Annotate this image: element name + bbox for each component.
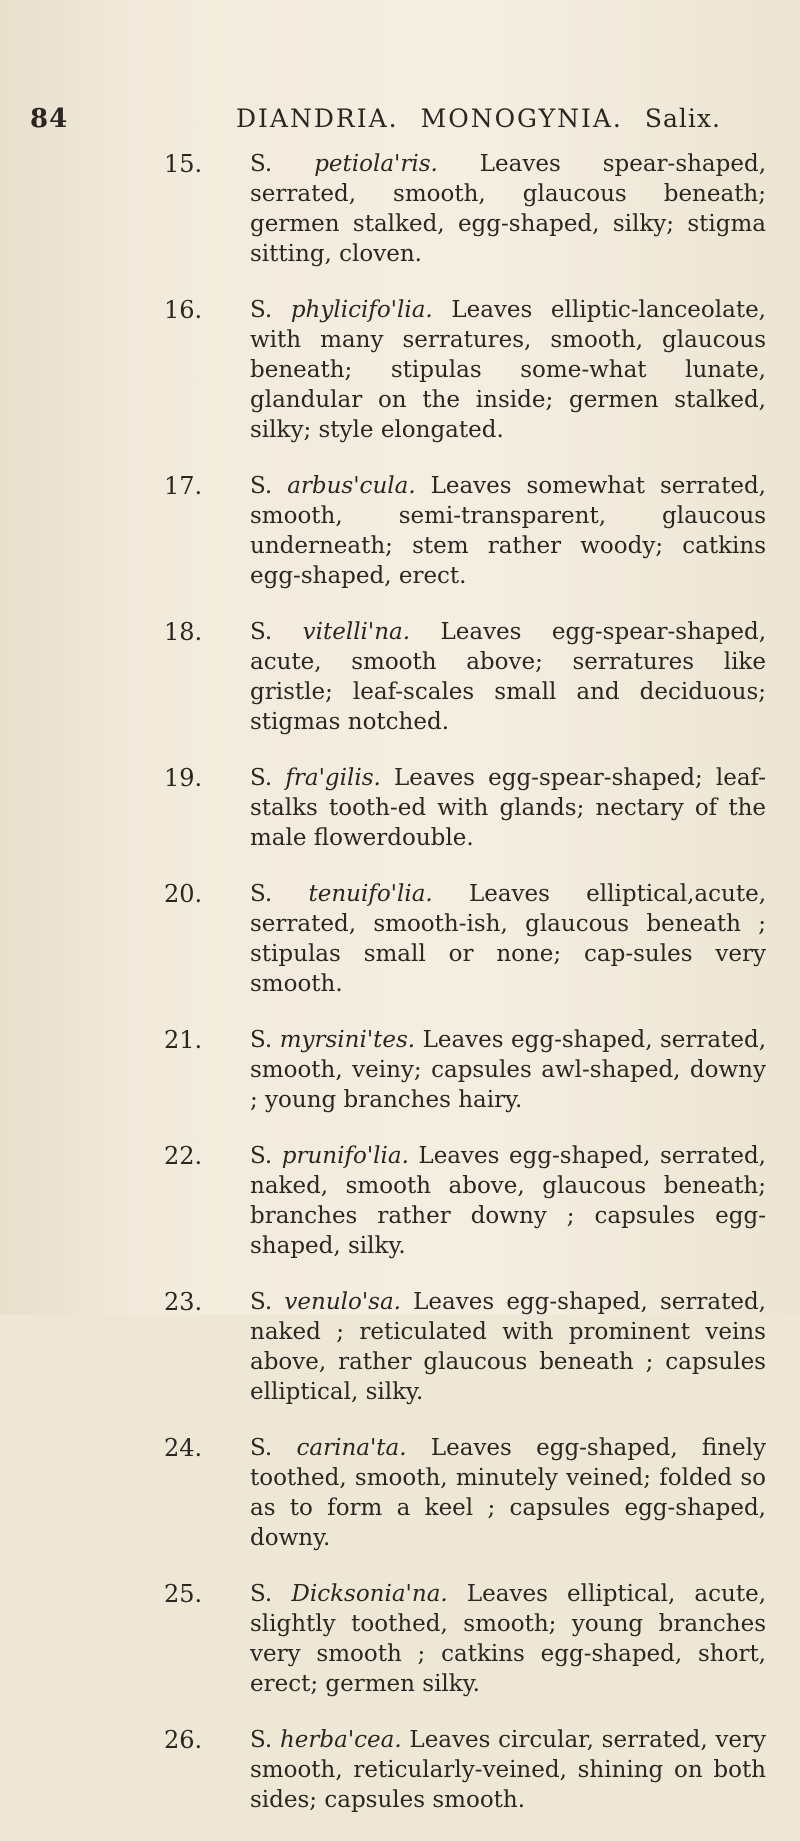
genus-abbrev: S. xyxy=(250,1727,280,1753)
running-head xyxy=(236,104,721,133)
entry-number: 22. xyxy=(164,1142,203,1170)
species-name: myrsini'tes. xyxy=(279,1027,416,1053)
genus-abbrev: S. xyxy=(250,619,303,645)
species-entry-20 xyxy=(0,879,800,999)
species-entry-21 xyxy=(0,1025,800,1115)
species-name: tenuifo'lia. xyxy=(308,881,433,907)
entry-number: 16. xyxy=(164,296,203,324)
genus-abbrev: S. xyxy=(250,881,309,907)
entry-number: 26. xyxy=(164,1726,203,1754)
species-entry-23 xyxy=(0,1287,800,1407)
order-name: MONOGYNIA. xyxy=(420,104,623,133)
entry-number: 21. xyxy=(164,1026,203,1054)
class-name: DIANDRIA. xyxy=(236,104,399,133)
species-entry-15 xyxy=(0,149,800,269)
genus-abbrev: S. xyxy=(250,151,315,177)
genus-abbrev: S. xyxy=(250,473,288,499)
species-entry-18 xyxy=(0,617,800,737)
entry-number: 15. xyxy=(164,150,203,178)
entry-number: 17. xyxy=(164,472,203,500)
genus-abbrev: S. xyxy=(250,1143,282,1169)
species-name: arbus'cula. xyxy=(287,473,416,499)
species-entry-25 xyxy=(0,1579,800,1699)
species-entry-19 xyxy=(0,763,800,853)
species-name: venulo'sa. xyxy=(284,1289,401,1315)
species-description: Leaves egg-shaped, serrated, naked, smooth above, glaucous beneath; branches rather downy ; capsules egg-shaped, silky. xyxy=(250,1143,766,1259)
species-name: Dicksonia'na. xyxy=(291,1581,448,1607)
species-name: herba'cea. xyxy=(279,1727,402,1753)
species-description: Leaves elliptical, acute, slightly toothed, smooth; young branches very smooth ; catkins egg-shaped, short, erect; germen silky. xyxy=(250,1581,767,1697)
species-description: Leaves egg-spear-shaped; leaf-stalks tooth-ed with glands; nectary of the male flowerdouble. xyxy=(250,765,766,851)
species-description: Leaves circular, serrated, very smooth, reticularly-veined, shining on both sides; capsules smooth. xyxy=(250,1727,766,1813)
species-entry-17 xyxy=(0,471,800,591)
species-description: Leaves egg-shaped, serrated, smooth, veiny; capsules awl-shaped, downy ; young branches hairy. xyxy=(250,1027,767,1113)
species-entry-26 xyxy=(0,1725,800,1815)
genus-abbrev: S. xyxy=(250,1289,285,1315)
entry-number: 23. xyxy=(164,1288,203,1316)
species-description: Leaves somewhat serrated, smooth, semi-transparent, glaucous underneath; stem rather woody; catkins egg-shaped, erect. xyxy=(250,473,766,589)
species-description: Leaves elliptical,acute, serrated, smooth-ish, glaucous beneath ; stipulas small or none; cap-sules very smooth. xyxy=(250,881,767,997)
page-number: 84 xyxy=(30,104,69,134)
entry-number: 18. xyxy=(164,618,203,646)
species-entry-22 xyxy=(0,1141,800,1261)
genus-abbrev: S. xyxy=(250,765,286,791)
species-description: Leaves egg-shaped, serrated, naked ; reticulated with prominent veins above, rather glaucous beneath ; capsules elliptical, silky. xyxy=(250,1289,766,1405)
species-name: fra'gilis. xyxy=(285,765,381,791)
species-entry-24 xyxy=(0,1433,800,1553)
genus-abbrev: S. xyxy=(250,1435,297,1461)
species-description: Leaves spear-shaped, serrated, smooth, glaucous beneath; germen stalked, egg-shaped, silky; stigma sitting, cloven. xyxy=(250,151,767,267)
entry-number: 19. xyxy=(164,764,203,792)
entry-number: 25. xyxy=(164,1580,203,1608)
species-list xyxy=(0,149,800,1841)
species-name: phylicifo'lia. xyxy=(290,297,433,323)
species-name: prunifo'lia. xyxy=(281,1143,409,1169)
genus-name: Salix. xyxy=(644,104,721,133)
species-name: carina'ta. xyxy=(296,1435,407,1461)
species-description: Leaves elliptic-lanceolate, with many serratures, smooth, glaucous beneath; stipulas some-what lunate, glandular on the inside; germen stalked, silky; style elongated. xyxy=(250,297,766,443)
species-description: Leaves egg-shaped, finely toothed, smooth, minutely veined; folded so as to form a keel ; capsules egg-shaped, downy. xyxy=(250,1435,767,1551)
genus-abbrev: S. xyxy=(250,297,291,323)
species-name: petiola'ris. xyxy=(314,151,438,177)
species-name: vitelli'na. xyxy=(302,619,411,645)
genus-abbrev: S. xyxy=(250,1581,292,1607)
running-header xyxy=(0,100,800,140)
species-description: Leaves egg-spear-shaped, acute, smooth above; serratures like gristle; leaf-scales small and deciduous; stigmas notched. xyxy=(250,619,767,735)
entry-number: 20. xyxy=(164,880,203,908)
species-entry-16 xyxy=(0,295,800,445)
genus-abbrev: S. xyxy=(250,1027,280,1053)
entry-number: 24. xyxy=(164,1434,203,1462)
